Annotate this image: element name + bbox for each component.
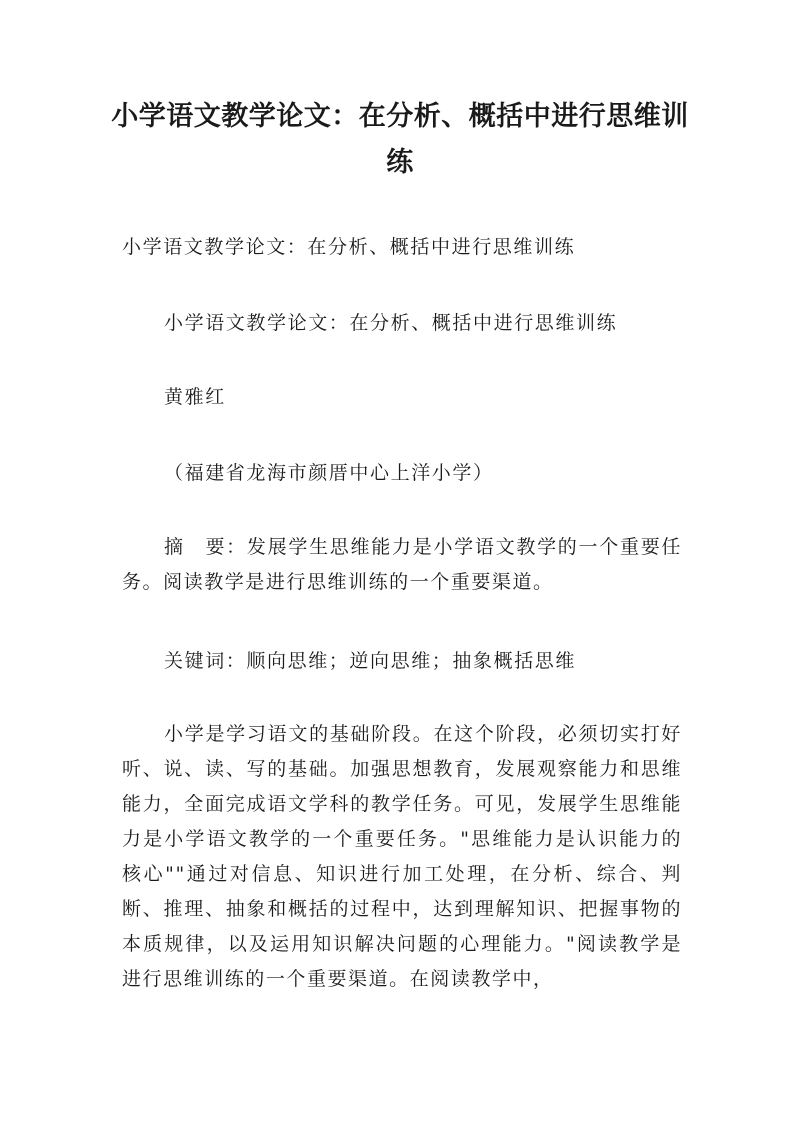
document-title: 小学语文教学论文：在分析、概括中进行思维训练 (111, 101, 689, 178)
author-affiliation: （福建省龙海市颜厝中心上洋小学） (164, 462, 494, 484)
title-repeat-line: 小学语文教学论文：在分析、概括中进行思维训练 (122, 236, 576, 258)
body-paragraph: 小学是学习语文的基础阶段。在这个阶段，必须切实打好听、说、读、写的基础。加强思想教育，发展观察能力和思维能力，全面完成语文学科的教学任务。可见，发展学生思维能力是小学语文教学的一个重要任务。"思维能力是认识能力的核心""通过对信息、知识进行加工处理，在分析、综合、判断、推理、抽象和概括的过程中，达到理解知识、把握事物的本质规律，以及运用知识解决问题的心理能力。"阅读教学是进行思维训练的一个重要渠道。在阅读教学中， (122, 723, 682, 990)
abstract-paragraph: 摘 要：发展学生思维能力是小学语文教学的一个重要任务。阅读教学是进行思维训练的一个重要渠道。 (122, 536, 682, 593)
author-name: 黄雅红 (164, 386, 226, 408)
indented-title-line: 小学语文教学论文：在分析、概括中进行思维训练 (164, 312, 618, 334)
keywords-line: 关键词：顺向思维；逆向思维；抽象概括思维 (164, 650, 577, 672)
